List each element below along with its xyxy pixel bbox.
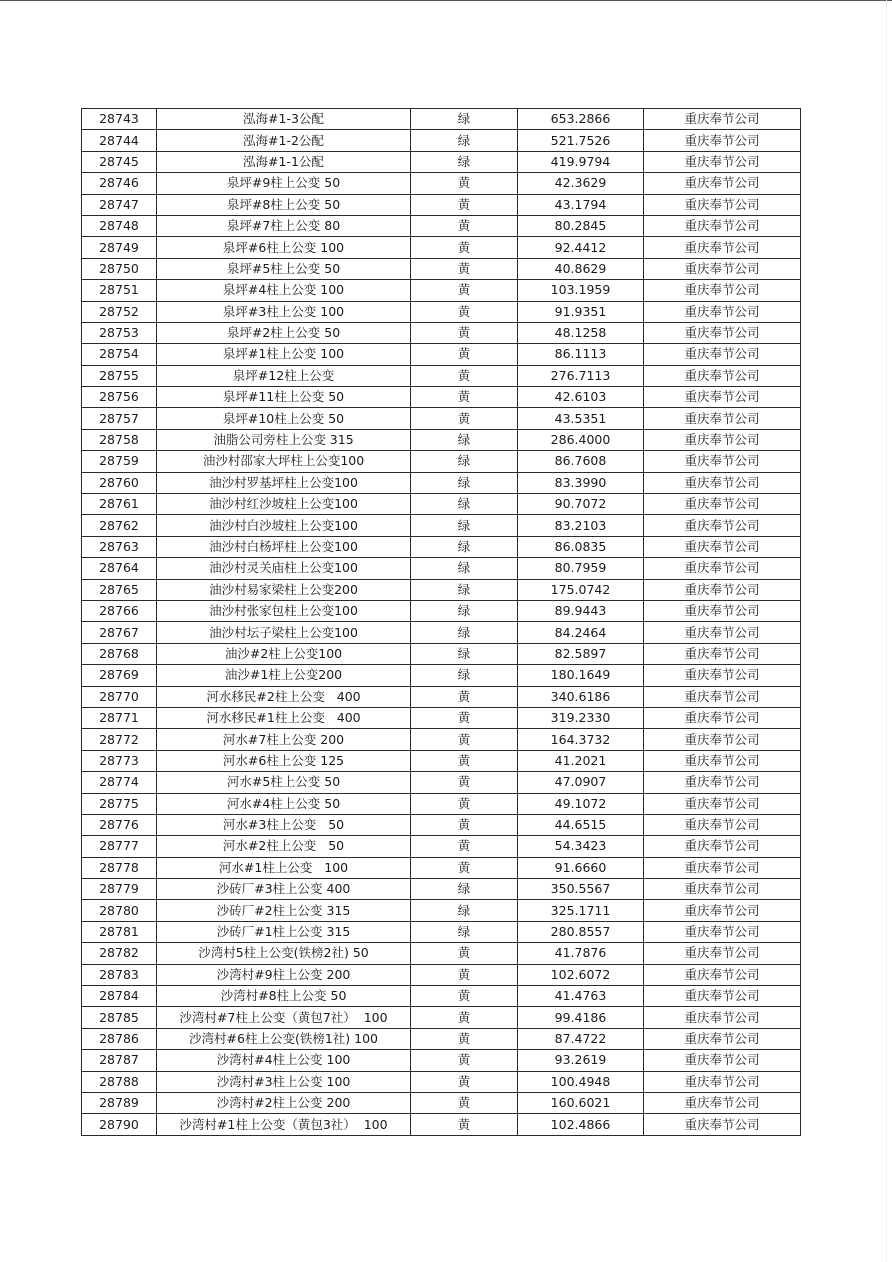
- row-name-cell: 沙湾村5柱上公变(铁榜2社) 50: [157, 943, 411, 964]
- row-company-cell: 重庆奉节公司: [644, 643, 801, 664]
- row-status-color-cell: 黄: [411, 1007, 518, 1028]
- row-company-cell: 重庆奉节公司: [644, 1114, 801, 1135]
- row-company-cell: 重庆奉节公司: [644, 472, 801, 493]
- page-top-rule: [0, 0, 892, 1]
- table-row: [82, 943, 801, 964]
- row-id-cell: 28761: [82, 494, 157, 515]
- row-id-cell: 28786: [82, 1028, 157, 1049]
- table-body: [82, 109, 801, 1136]
- row-company-cell: 重庆奉节公司: [644, 836, 801, 857]
- row-id-cell: 28759: [82, 451, 157, 472]
- table-row: [82, 429, 801, 450]
- row-id-cell: 28790: [82, 1114, 157, 1135]
- row-status-color-cell: 绿: [411, 429, 518, 450]
- row-name-cell: 河水#7柱上公变 200: [157, 729, 411, 750]
- row-status-color-cell: 绿: [411, 558, 518, 579]
- table-row: [82, 836, 801, 857]
- row-name-cell: 油沙村张家包柱上公变100: [157, 600, 411, 621]
- row-value-cell: 90.7072: [518, 494, 644, 515]
- table-row: [82, 986, 801, 1007]
- row-status-color-cell: 黄: [411, 194, 518, 215]
- row-name-cell: 河水#6柱上公变 125: [157, 750, 411, 771]
- row-company-cell: 重庆奉节公司: [644, 964, 801, 985]
- row-status-color-cell: 黄: [411, 793, 518, 814]
- table-row: [82, 900, 801, 921]
- row-name-cell: 泉坪#3柱上公变 100: [157, 301, 411, 322]
- row-status-color-cell: 黄: [411, 857, 518, 878]
- row-status-color-cell: 黄: [411, 986, 518, 1007]
- row-id-cell: 28751: [82, 280, 157, 301]
- row-company-cell: 重庆奉节公司: [644, 451, 801, 472]
- row-value-cell: 180.1649: [518, 665, 644, 686]
- row-id-cell: 28779: [82, 879, 157, 900]
- table-row: [82, 472, 801, 493]
- row-value-cell: 80.7959: [518, 558, 644, 579]
- row-status-color-cell: 绿: [411, 536, 518, 557]
- row-company-cell: 重庆奉节公司: [644, 986, 801, 1007]
- row-status-color-cell: 绿: [411, 665, 518, 686]
- row-status-color-cell: 黄: [411, 301, 518, 322]
- row-value-cell: 160.6021: [518, 1092, 644, 1113]
- row-name-cell: 油沙村白杨坪柱上公变100: [157, 536, 411, 557]
- row-status-color-cell: 绿: [411, 579, 518, 600]
- row-company-cell: 重庆奉节公司: [644, 857, 801, 878]
- row-company-cell: 重庆奉节公司: [644, 194, 801, 215]
- row-company-cell: 重庆奉节公司: [644, 558, 801, 579]
- row-company-cell: 重庆奉节公司: [644, 151, 801, 172]
- table-row: [82, 814, 801, 835]
- row-status-color-cell: 绿: [411, 494, 518, 515]
- row-id-cell: 28783: [82, 964, 157, 985]
- row-value-cell: 103.1959: [518, 280, 644, 301]
- row-id-cell: 28747: [82, 194, 157, 215]
- page-right-edge: [886, 0, 887, 1262]
- table-row: [82, 130, 801, 151]
- row-name-cell: 河水移民#2柱上公变 400: [157, 686, 411, 707]
- row-id-cell: 28776: [82, 814, 157, 835]
- table-row: [82, 686, 801, 707]
- row-name-cell: 油沙村邵家大坪柱上公变100: [157, 451, 411, 472]
- row-status-color-cell: 绿: [411, 900, 518, 921]
- row-company-cell: 重庆奉节公司: [644, 622, 801, 643]
- row-status-color-cell: 黄: [411, 686, 518, 707]
- row-id-cell: 28750: [82, 258, 157, 279]
- row-value-cell: 43.1794: [518, 194, 644, 215]
- row-name-cell: 油沙村灵关庙柱上公变100: [157, 558, 411, 579]
- row-id-cell: 28749: [82, 237, 157, 258]
- table-row: [82, 793, 801, 814]
- row-company-cell: 重庆奉节公司: [644, 387, 801, 408]
- row-name-cell: 河水#2柱上公变 50: [157, 836, 411, 857]
- row-value-cell: 280.8557: [518, 921, 644, 942]
- row-company-cell: 重庆奉节公司: [644, 707, 801, 728]
- row-company-cell: 重庆奉节公司: [644, 130, 801, 151]
- table-row: [82, 772, 801, 793]
- row-value-cell: 47.0907: [518, 772, 644, 793]
- row-id-cell: 28767: [82, 622, 157, 643]
- row-company-cell: 重庆奉节公司: [644, 665, 801, 686]
- row-id-cell: 28784: [82, 986, 157, 1007]
- row-company-cell: 重庆奉节公司: [644, 879, 801, 900]
- row-id-cell: 28766: [82, 600, 157, 621]
- row-status-color-cell: 黄: [411, 322, 518, 343]
- row-status-color-cell: 绿: [411, 921, 518, 942]
- row-name-cell: 油沙村红沙坡柱上公变100: [157, 494, 411, 515]
- table-row: [82, 494, 801, 515]
- row-status-color-cell: 黄: [411, 365, 518, 386]
- row-value-cell: 82.5897: [518, 643, 644, 664]
- row-value-cell: 49.1072: [518, 793, 644, 814]
- row-company-cell: 重庆奉节公司: [644, 258, 801, 279]
- row-company-cell: 重庆奉节公司: [644, 344, 801, 365]
- row-name-cell: 河水#1柱上公变 100: [157, 857, 411, 878]
- row-name-cell: 泉坪#12柱上公变: [157, 365, 411, 386]
- row-name-cell: 沙湾村#7柱上公变（黄包7社） 100: [157, 1007, 411, 1028]
- row-id-cell: 28763: [82, 536, 157, 557]
- row-value-cell: 40.8629: [518, 258, 644, 279]
- row-name-cell: 沙湾村#2柱上公变 200: [157, 1092, 411, 1113]
- row-id-cell: 28756: [82, 387, 157, 408]
- row-company-cell: 重庆奉节公司: [644, 215, 801, 236]
- row-name-cell: 泉坪#6柱上公变 100: [157, 237, 411, 258]
- row-value-cell: 42.3629: [518, 173, 644, 194]
- row-id-cell: 28772: [82, 729, 157, 750]
- row-status-color-cell: 黄: [411, 772, 518, 793]
- row-value-cell: 83.2103: [518, 515, 644, 536]
- row-id-cell: 28746: [82, 173, 157, 194]
- row-value-cell: 86.0835: [518, 536, 644, 557]
- row-id-cell: 28773: [82, 750, 157, 771]
- row-value-cell: 41.2021: [518, 750, 644, 771]
- row-name-cell: 河水移民#1柱上公变 400: [157, 707, 411, 728]
- table-row: [82, 151, 801, 172]
- row-value-cell: 89.9443: [518, 600, 644, 621]
- table-row: [82, 408, 801, 429]
- row-id-cell: 28774: [82, 772, 157, 793]
- row-company-cell: 重庆奉节公司: [644, 322, 801, 343]
- row-value-cell: 92.4412: [518, 237, 644, 258]
- row-name-cell: 油沙#1柱上公变200: [157, 665, 411, 686]
- row-value-cell: 521.7526: [518, 130, 644, 151]
- row-name-cell: 泉坪#2柱上公变 50: [157, 322, 411, 343]
- row-id-cell: 28789: [82, 1092, 157, 1113]
- row-value-cell: 42.6103: [518, 387, 644, 408]
- table-row: [82, 387, 801, 408]
- row-name-cell: 河水#3柱上公变 50: [157, 814, 411, 835]
- table-row: [82, 1007, 801, 1028]
- row-status-color-cell: 黄: [411, 173, 518, 194]
- row-value-cell: 319.2330: [518, 707, 644, 728]
- row-name-cell: 沙砖厂#1柱上公变 315: [157, 921, 411, 942]
- row-status-color-cell: 绿: [411, 879, 518, 900]
- row-status-color-cell: 黄: [411, 344, 518, 365]
- row-company-cell: 重庆奉节公司: [644, 921, 801, 942]
- row-value-cell: 83.3990: [518, 472, 644, 493]
- row-id-cell: 28768: [82, 643, 157, 664]
- table-row: [82, 964, 801, 985]
- row-name-cell: 泉坪#4柱上公变 100: [157, 280, 411, 301]
- row-value-cell: 48.1258: [518, 322, 644, 343]
- row-value-cell: 286.4000: [518, 429, 644, 450]
- table-row: [82, 1071, 801, 1092]
- row-company-cell: 重庆奉节公司: [644, 814, 801, 835]
- row-name-cell: 油沙村白沙坡柱上公变100: [157, 515, 411, 536]
- row-value-cell: 350.5567: [518, 879, 644, 900]
- row-name-cell: 泓海#1-3公配: [157, 109, 411, 130]
- table-row: [82, 215, 801, 236]
- row-status-color-cell: 黄: [411, 387, 518, 408]
- row-status-color-cell: 绿: [411, 130, 518, 151]
- table-row: [82, 707, 801, 728]
- row-status-color-cell: 绿: [411, 643, 518, 664]
- row-company-cell: 重庆奉节公司: [644, 1050, 801, 1071]
- row-value-cell: 41.4763: [518, 986, 644, 1007]
- row-company-cell: 重庆奉节公司: [644, 793, 801, 814]
- row-name-cell: 沙湾村#6柱上公变(铁榜1社) 100: [157, 1028, 411, 1049]
- row-name-cell: 泉坪#8柱上公变 50: [157, 194, 411, 215]
- row-value-cell: 653.2866: [518, 109, 644, 130]
- row-id-cell: 28770: [82, 686, 157, 707]
- row-id-cell: 28782: [82, 943, 157, 964]
- table-row: [82, 280, 801, 301]
- row-company-cell: 重庆奉节公司: [644, 686, 801, 707]
- row-company-cell: 重庆奉节公司: [644, 301, 801, 322]
- row-id-cell: 28764: [82, 558, 157, 579]
- row-id-cell: 28769: [82, 665, 157, 686]
- row-id-cell: 28765: [82, 579, 157, 600]
- row-value-cell: 41.7876: [518, 943, 644, 964]
- row-company-cell: 重庆奉节公司: [644, 900, 801, 921]
- table-row: [82, 344, 801, 365]
- table-row: [82, 322, 801, 343]
- table-row: [82, 1050, 801, 1071]
- table-row: [82, 237, 801, 258]
- table-row: [82, 579, 801, 600]
- row-name-cell: 油沙#2柱上公变100: [157, 643, 411, 664]
- row-value-cell: 86.1113: [518, 344, 644, 365]
- table-row: [82, 365, 801, 386]
- row-value-cell: 44.6515: [518, 814, 644, 835]
- row-status-color-cell: 黄: [411, 237, 518, 258]
- row-company-cell: 重庆奉节公司: [644, 515, 801, 536]
- row-company-cell: 重庆奉节公司: [644, 943, 801, 964]
- row-status-color-cell: 黄: [411, 1050, 518, 1071]
- row-name-cell: 油沙村坛子梁柱上公变100: [157, 622, 411, 643]
- row-company-cell: 重庆奉节公司: [644, 579, 801, 600]
- row-status-color-cell: 绿: [411, 472, 518, 493]
- row-value-cell: 99.4186: [518, 1007, 644, 1028]
- row-company-cell: 重庆奉节公司: [644, 109, 801, 130]
- row-status-color-cell: 黄: [411, 1092, 518, 1113]
- row-id-cell: 28743: [82, 109, 157, 130]
- row-id-cell: 28752: [82, 301, 157, 322]
- row-company-cell: 重庆奉节公司: [644, 280, 801, 301]
- row-name-cell: 沙湾村#4柱上公变 100: [157, 1050, 411, 1071]
- row-company-cell: 重庆奉节公司: [644, 237, 801, 258]
- row-id-cell: 28755: [82, 365, 157, 386]
- table-row: [82, 558, 801, 579]
- row-name-cell: 沙湾村#1柱上公变（黄包3社） 100: [157, 1114, 411, 1135]
- row-value-cell: 340.6186: [518, 686, 644, 707]
- row-name-cell: 油沙村罗基坪柱上公变100: [157, 472, 411, 493]
- table-row: [82, 536, 801, 557]
- row-company-cell: 重庆奉节公司: [644, 750, 801, 771]
- row-name-cell: 河水#5柱上公变 50: [157, 772, 411, 793]
- row-value-cell: 93.2619: [518, 1050, 644, 1071]
- row-company-cell: 重庆奉节公司: [644, 536, 801, 557]
- row-id-cell: 28771: [82, 707, 157, 728]
- row-id-cell: 28760: [82, 472, 157, 493]
- table-row: [82, 750, 801, 771]
- row-status-color-cell: 绿: [411, 622, 518, 643]
- row-value-cell: 175.0742: [518, 579, 644, 600]
- row-id-cell: 28762: [82, 515, 157, 536]
- row-company-cell: 重庆奉节公司: [644, 173, 801, 194]
- row-value-cell: 102.4866: [518, 1114, 644, 1135]
- row-company-cell: 重庆奉节公司: [644, 600, 801, 621]
- row-status-color-cell: 黄: [411, 964, 518, 985]
- table-row: [82, 194, 801, 215]
- table-row: [82, 301, 801, 322]
- row-company-cell: 重庆奉节公司: [644, 408, 801, 429]
- row-id-cell: 28753: [82, 322, 157, 343]
- row-id-cell: 28785: [82, 1007, 157, 1028]
- row-status-color-cell: 绿: [411, 515, 518, 536]
- row-company-cell: 重庆奉节公司: [644, 1028, 801, 1049]
- row-value-cell: 86.7608: [518, 451, 644, 472]
- table-row: [82, 1028, 801, 1049]
- row-id-cell: 28745: [82, 151, 157, 172]
- table-row: [82, 622, 801, 643]
- table-row: [82, 857, 801, 878]
- table-row: [82, 1114, 801, 1135]
- row-status-color-cell: 绿: [411, 451, 518, 472]
- row-value-cell: 276.7113: [518, 365, 644, 386]
- table-row: [82, 600, 801, 621]
- row-company-cell: 重庆奉节公司: [644, 1007, 801, 1028]
- row-status-color-cell: 黄: [411, 1114, 518, 1135]
- table-row: [82, 258, 801, 279]
- row-value-cell: 100.4948: [518, 1071, 644, 1092]
- row-status-color-cell: 黄: [411, 707, 518, 728]
- table-row: [82, 515, 801, 536]
- row-company-cell: 重庆奉节公司: [644, 772, 801, 793]
- row-id-cell: 28777: [82, 836, 157, 857]
- row-status-color-cell: 绿: [411, 109, 518, 130]
- table-row: [82, 665, 801, 686]
- row-status-color-cell: 黄: [411, 258, 518, 279]
- row-name-cell: 沙砖厂#2柱上公变 315: [157, 900, 411, 921]
- table-row: [82, 879, 801, 900]
- row-value-cell: 80.2845: [518, 215, 644, 236]
- row-name-cell: 沙湾村#9柱上公变 200: [157, 964, 411, 985]
- row-company-cell: 重庆奉节公司: [644, 1071, 801, 1092]
- table-row: [82, 173, 801, 194]
- row-status-color-cell: 黄: [411, 408, 518, 429]
- row-id-cell: 28754: [82, 344, 157, 365]
- row-id-cell: 28758: [82, 429, 157, 450]
- row-name-cell: 泉坪#11柱上公变 50: [157, 387, 411, 408]
- row-value-cell: 84.2464: [518, 622, 644, 643]
- row-id-cell: 28744: [82, 130, 157, 151]
- table-row: [82, 109, 801, 130]
- row-status-color-cell: 黄: [411, 215, 518, 236]
- row-name-cell: 泉坪#5柱上公变 50: [157, 258, 411, 279]
- row-company-cell: 重庆奉节公司: [644, 729, 801, 750]
- row-status-color-cell: 绿: [411, 600, 518, 621]
- row-value-cell: 43.5351: [518, 408, 644, 429]
- row-status-color-cell: 绿: [411, 151, 518, 172]
- row-id-cell: 28787: [82, 1050, 157, 1071]
- row-id-cell: 28780: [82, 900, 157, 921]
- table-row: [82, 1092, 801, 1113]
- row-name-cell: 泉坪#7柱上公变 80: [157, 215, 411, 236]
- row-name-cell: 泓海#1-1公配: [157, 151, 411, 172]
- row-value-cell: 325.1711: [518, 900, 644, 921]
- row-value-cell: 54.3423: [518, 836, 644, 857]
- row-value-cell: 102.6072: [518, 964, 644, 985]
- row-id-cell: 28788: [82, 1071, 157, 1092]
- row-value-cell: 87.4722: [518, 1028, 644, 1049]
- row-status-color-cell: 黄: [411, 836, 518, 857]
- row-value-cell: 91.6660: [518, 857, 644, 878]
- row-status-color-cell: 黄: [411, 1071, 518, 1092]
- row-status-color-cell: 黄: [411, 943, 518, 964]
- row-name-cell: 油脂公司旁柱上公变 315: [157, 429, 411, 450]
- table-row: [82, 643, 801, 664]
- row-name-cell: 沙砖厂#3柱上公变 400: [157, 879, 411, 900]
- row-status-color-cell: 黄: [411, 1028, 518, 1049]
- table-row: [82, 451, 801, 472]
- row-status-color-cell: 黄: [411, 729, 518, 750]
- row-name-cell: 泉坪#10柱上公变 50: [157, 408, 411, 429]
- row-company-cell: 重庆奉节公司: [644, 1092, 801, 1113]
- row-status-color-cell: 黄: [411, 280, 518, 301]
- row-name-cell: 沙湾村#8柱上公变 50: [157, 986, 411, 1007]
- row-name-cell: 沙湾村#3柱上公变 100: [157, 1071, 411, 1092]
- row-name-cell: 河水#4柱上公变 50: [157, 793, 411, 814]
- table-row: [82, 729, 801, 750]
- row-id-cell: 28757: [82, 408, 157, 429]
- table-row: [82, 921, 801, 942]
- row-status-color-cell: 黄: [411, 750, 518, 771]
- row-name-cell: 泉坪#9柱上公变 50: [157, 173, 411, 194]
- row-id-cell: 28748: [82, 215, 157, 236]
- transformer-table: [81, 108, 801, 1136]
- row-company-cell: 重庆奉节公司: [644, 429, 801, 450]
- row-name-cell: 油沙村易家梁柱上公变200: [157, 579, 411, 600]
- row-value-cell: 419.9794: [518, 151, 644, 172]
- row-value-cell: 164.3732: [518, 729, 644, 750]
- row-company-cell: 重庆奉节公司: [644, 494, 801, 515]
- row-id-cell: 28778: [82, 857, 157, 878]
- row-name-cell: 泉坪#1柱上公变 100: [157, 344, 411, 365]
- row-id-cell: 28775: [82, 793, 157, 814]
- row-value-cell: 91.9351: [518, 301, 644, 322]
- row-name-cell: 泓海#1-2公配: [157, 130, 411, 151]
- row-status-color-cell: 黄: [411, 814, 518, 835]
- row-id-cell: 28781: [82, 921, 157, 942]
- row-company-cell: 重庆奉节公司: [644, 365, 801, 386]
